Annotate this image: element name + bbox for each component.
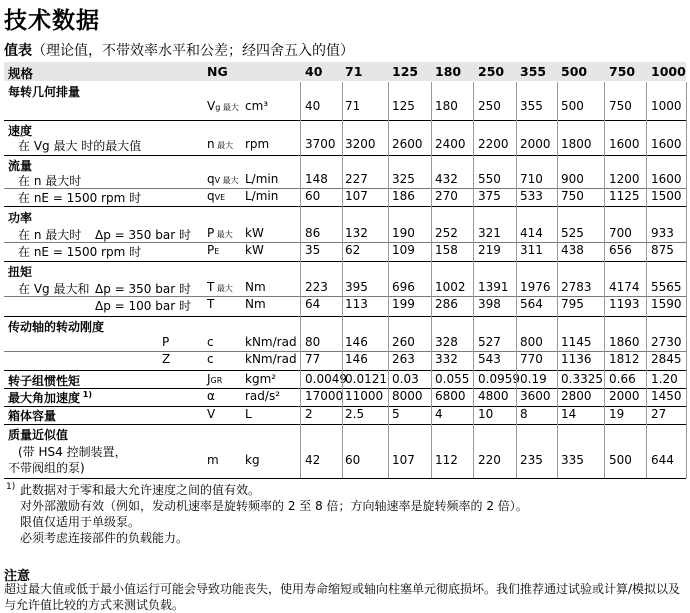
table-cell: 1600 <box>651 137 682 151</box>
row-unit: kg <box>245 453 260 467</box>
table-cell: 220 <box>478 453 501 467</box>
table-cell: 543 <box>478 352 501 366</box>
row-symbol: JGR <box>207 372 223 386</box>
table-cell: 146 <box>345 352 368 366</box>
table-cell: 1000 <box>651 99 682 113</box>
header-size: 71 <box>345 64 363 79</box>
column-divider <box>604 82 605 478</box>
row-symbol: V <box>207 407 216 421</box>
table-cell: 286 <box>435 297 458 311</box>
row-group-label: 传动轴的转动刚度 <box>8 320 105 334</box>
table-cell: 3200 <box>345 137 376 151</box>
header-size: 250 <box>478 64 505 79</box>
table-cell: 770 <box>520 352 543 366</box>
column-divider <box>557 82 558 478</box>
symbol-subscript: VE <box>214 193 226 202</box>
table-cell: 550 <box>478 172 501 186</box>
table-cell: 696 <box>392 280 415 294</box>
row-unit: kgm² <box>245 372 277 386</box>
row-symbol: PE <box>207 243 220 257</box>
table-cell: 0.0121 <box>345 372 387 386</box>
header-size: 355 <box>520 64 547 79</box>
column-divider <box>516 82 517 478</box>
row-symbol: P 最大 <box>207 226 233 240</box>
table-cell: 180 <box>435 99 458 113</box>
table-cell: 1391 <box>478 280 509 294</box>
table-cell: 750 <box>561 189 584 203</box>
table-cell: 311 <box>520 243 543 257</box>
table-cell: 158 <box>435 243 458 257</box>
row-symbol: c <box>207 352 214 366</box>
row-unit: L <box>245 407 252 421</box>
table-cell: 2845 <box>651 352 682 366</box>
table-cell: 11000 <box>345 389 384 403</box>
row-unit: rpm <box>245 137 270 151</box>
table-cell: 10 <box>478 407 494 421</box>
table-cell: 80 <box>305 335 321 349</box>
header-size: 750 <box>609 64 636 79</box>
table-cell: 0.66 <box>609 372 636 386</box>
table-cell: 0.0049 <box>305 372 347 386</box>
row-sub-label: 在 Vg 最大 时的最大值 <box>18 139 142 153</box>
row-sub-label: 在 Vg 最大和 <box>18 282 90 296</box>
table-cell: 2600 <box>392 137 423 151</box>
table-cell: 900 <box>561 172 584 186</box>
table-cell: 17000 <box>305 389 344 403</box>
table-cell: 1193 <box>609 297 640 311</box>
row-sub-label: 在 n 最大时 <box>18 228 82 242</box>
symbol-subscript: V 最大 <box>214 176 239 185</box>
table-cell: 227 <box>345 172 368 186</box>
row-group-label: 箱体容量 <box>8 409 57 423</box>
row-symbol: m <box>207 453 219 467</box>
table-cell: 1800 <box>561 137 592 151</box>
table-cell: 223 <box>305 280 328 294</box>
table-cell: 219 <box>478 243 501 257</box>
table-cell: 1450 <box>651 389 682 403</box>
table-cell: 199 <box>392 297 415 311</box>
table-cell: 325 <box>392 172 415 186</box>
table-cell: 4 <box>435 407 443 421</box>
table-cell: 4800 <box>478 389 509 403</box>
header-size: 40 <box>305 64 323 79</box>
table-cell: 1500 <box>651 189 682 203</box>
table-cell: 2800 <box>561 389 592 403</box>
row-divider <box>4 424 686 425</box>
table-cell: 328 <box>435 335 458 349</box>
table-cell: 500 <box>561 99 584 113</box>
table-cell: 332 <box>435 352 458 366</box>
row-sub-label: P <box>162 335 170 349</box>
table-cell: 321 <box>478 226 501 240</box>
table-cell: 2200 <box>478 137 509 151</box>
row-divider <box>4 206 686 207</box>
row-unit: Nm <box>245 280 266 294</box>
table-cell: 60 <box>305 189 321 203</box>
row-divider <box>4 120 686 121</box>
table-cell: 1200 <box>609 172 640 186</box>
row-unit: kW <box>245 243 264 257</box>
row-group-label: 质量近似值 <box>8 428 69 442</box>
table-cell: 800 <box>520 335 543 349</box>
row-sub-label: 在 n 最大时 <box>18 174 82 188</box>
table-cell: 1600 <box>651 172 682 186</box>
table-cell: 5 <box>392 407 400 421</box>
table-cell: 86 <box>305 226 321 240</box>
symbol-subscript: g 最大 <box>215 103 239 112</box>
table-cell: 700 <box>609 226 632 240</box>
symbol-subscript: E <box>214 247 220 256</box>
header-size: 125 <box>392 64 419 79</box>
table-cell: 19 <box>609 407 625 421</box>
table-cell: 1812 <box>609 352 640 366</box>
row-unit: cm³ <box>245 99 269 113</box>
row-sub-label: 在 nE = 1500 rpm 时 <box>18 245 142 259</box>
table-cell: 0.19 <box>520 372 547 386</box>
notes-body: 超过最大值或低于最小值运行可能会导致功能丧失，使用寿命缩短或轴向柱塞单元彻底损坏。我们推荐通过试验或计算/模拟以及与允许值比较的方式来测试负载。 <box>4 582 681 612</box>
footnote-ref: 1) <box>80 390 93 399</box>
table-cell: 564 <box>520 297 543 311</box>
symbol-subscript: 最大 <box>214 284 233 293</box>
table-cell: 6800 <box>435 389 466 403</box>
table-cell: 27 <box>651 407 667 421</box>
row-condition-label: Δp = 100 bar 时 <box>95 299 191 313</box>
row-sub-label-2: 不带阀组的泵) <box>8 461 85 475</box>
table-cell: 112 <box>435 453 458 467</box>
row-unit: Nm <box>245 297 266 311</box>
table-cell: 107 <box>345 189 368 203</box>
table-cell: 8000 <box>392 389 423 403</box>
row-sub-label: Z <box>162 352 171 366</box>
header-label: 规格 <box>8 66 34 81</box>
table-cell: 60 <box>345 453 361 467</box>
table-cell: 398 <box>478 297 501 311</box>
header-size: 500 <box>561 64 588 79</box>
table-cell: 1590 <box>651 297 682 311</box>
page-title: 技术数据 <box>4 8 100 34</box>
footnote-line: 此数据对于零和最大允许速度之间的值有效。 <box>20 483 261 497</box>
table-cell: 35 <box>305 243 321 257</box>
row-group-label: 功率 <box>8 211 33 225</box>
row-symbol: qV 最大 <box>207 172 239 186</box>
table-cell: 77 <box>305 352 321 366</box>
table-cell: 186 <box>392 189 415 203</box>
table-cell: 146 <box>345 335 368 349</box>
table-cell: 5565 <box>651 280 682 294</box>
row-unit: rad/s² <box>245 389 281 403</box>
table-cell: 1.20 <box>651 372 678 386</box>
column-divider <box>473 82 474 478</box>
table-cell: 1136 <box>561 352 592 366</box>
column-divider <box>342 82 343 478</box>
row-group-label: 流量 <box>8 159 33 173</box>
table-cell: 132 <box>345 226 368 240</box>
table-cell: 1145 <box>561 335 592 349</box>
table-cell: 438 <box>561 243 584 257</box>
row-unit: L/min <box>245 172 279 186</box>
column-divider <box>686 82 687 478</box>
table-cell: 500 <box>609 453 632 467</box>
table-cell: 1125 <box>609 189 640 203</box>
table-cell: 125 <box>392 99 415 113</box>
table-cell: 527 <box>478 335 501 349</box>
table-cell: 533 <box>520 189 543 203</box>
symbol-subscript: 最大 <box>214 141 234 150</box>
table-cell: 875 <box>651 243 674 257</box>
table-cell: 2000 <box>520 137 551 151</box>
table-cell: 795 <box>561 297 584 311</box>
table-cell: 109 <box>392 243 415 257</box>
column-divider <box>388 82 389 478</box>
table-cell: 4174 <box>609 280 640 294</box>
table-cell: 0.055 <box>435 372 470 386</box>
row-unit: kW <box>245 226 264 240</box>
table-cell: 250 <box>478 99 501 113</box>
row-symbol: n 最大 <box>207 137 234 151</box>
table-cell: 40 <box>305 99 321 113</box>
row-group-label: 每转几何排量 <box>8 85 81 99</box>
row-symbol: c <box>207 335 214 349</box>
table-cell: 263 <box>392 352 415 366</box>
footnote-line: 必须考虑连接部件的负载能力。 <box>20 531 189 545</box>
table-cell: 148 <box>305 172 328 186</box>
table-cell: 644 <box>651 453 674 467</box>
table-cell: 395 <box>345 280 368 294</box>
column-divider <box>431 82 432 478</box>
table-cell: 2 <box>305 407 313 421</box>
row-unit: L/min <box>245 189 279 203</box>
table-cell: 1600 <box>609 137 640 151</box>
table-cell: 190 <box>392 226 415 240</box>
table-cell: 1976 <box>520 280 551 294</box>
row-sub-label: (带 HS4 控制装置， <box>18 445 127 459</box>
table-cell: 0.3325 <box>561 372 603 386</box>
subtitle-rest: （理论值，不带效率水平和公差；经四舍五入的值） <box>32 43 354 59</box>
row-group-label: 扭矩 <box>8 265 33 279</box>
table-cell: 270 <box>435 189 458 203</box>
row-symbol: α <box>207 389 215 403</box>
row-group-label: 转子组惯性矩 <box>8 374 81 388</box>
table-cell: 750 <box>609 99 632 113</box>
row-divider <box>4 370 686 371</box>
symbol-subscript: 最大 <box>214 230 233 239</box>
header-size: 1000 <box>651 64 686 79</box>
row-symbol: qVE <box>207 189 226 203</box>
table-cell: 113 <box>345 297 368 311</box>
row-group-label: 速度 <box>8 124 33 138</box>
row-divider <box>4 478 686 479</box>
table-cell: 656 <box>609 243 632 257</box>
table-cell: 2000 <box>609 389 640 403</box>
table-cell: 933 <box>651 226 674 240</box>
table-cell: 375 <box>478 189 501 203</box>
row-group-label: 最大角加速度 $^{1)}$ <box>8 390 93 405</box>
table-cell: 525 <box>561 226 584 240</box>
header-ng: NG <box>207 64 228 79</box>
row-divider <box>4 261 686 262</box>
table-cell: 8 <box>520 407 528 421</box>
row-symbol: Vg 最大 <box>207 99 239 113</box>
table-cell: 3600 <box>520 389 551 403</box>
footnote-line: 限值仅适用于单级泵。 <box>20 515 141 529</box>
footnote-line: 对外部激励有效（例如，发动机速率是旋转频率的 2 至 8 倍；方向轴速率是旋转频率的 2 倍）。 <box>20 499 528 513</box>
row-symbol: T <box>207 297 215 311</box>
footnote-marker: 1) <box>6 482 16 492</box>
table-cell: 62 <box>345 243 361 257</box>
table-cell: 260 <box>392 335 415 349</box>
table-cell: 0.0959 <box>478 372 520 386</box>
symbol-subscript: GR <box>210 376 223 385</box>
row-sub-label: 在 nE = 1500 rpm 时 <box>18 191 142 205</box>
row-symbol: T 最大 <box>207 280 233 294</box>
table-cell: 2.5 <box>345 407 365 421</box>
table-cell: 1002 <box>435 280 466 294</box>
table-cell: 1860 <box>609 335 640 349</box>
row-unit: kNm/rad <box>245 352 297 366</box>
row-unit: kNm/rad <box>245 335 297 349</box>
table-cell: 355 <box>520 99 543 113</box>
table-cell: 2400 <box>435 137 466 151</box>
row-divider <box>4 155 686 156</box>
table-cell: 2730 <box>651 335 682 349</box>
table-cell: 3700 <box>305 137 336 151</box>
table-cell: 335 <box>561 453 584 467</box>
table-cell: 107 <box>392 453 415 467</box>
table-cell: 71 <box>345 99 361 113</box>
subtitle-bold: 值表 <box>4 43 32 59</box>
table-cell: 64 <box>305 297 321 311</box>
notes-title: 注意 <box>4 569 31 584</box>
header-size: 180 <box>435 64 462 79</box>
table-cell: 14 <box>561 407 577 421</box>
table-cell: 710 <box>520 172 543 186</box>
table-cell: 414 <box>520 226 543 240</box>
row-divider <box>4 316 686 317</box>
row-condition-label: Δp = 350 bar 时 <box>95 282 191 296</box>
table-cell: 0.03 <box>392 372 419 386</box>
table-cell: 42 <box>305 453 321 467</box>
column-divider <box>300 82 301 478</box>
table-subtitle <box>4 40 354 60</box>
table-cell: 252 <box>435 226 458 240</box>
table-cell: 432 <box>435 172 458 186</box>
table-cell: 2783 <box>561 280 592 294</box>
column-divider <box>646 82 647 478</box>
table-cell: 235 <box>520 453 543 467</box>
row-condition-label: Δp = 350 bar 时 <box>95 228 191 242</box>
